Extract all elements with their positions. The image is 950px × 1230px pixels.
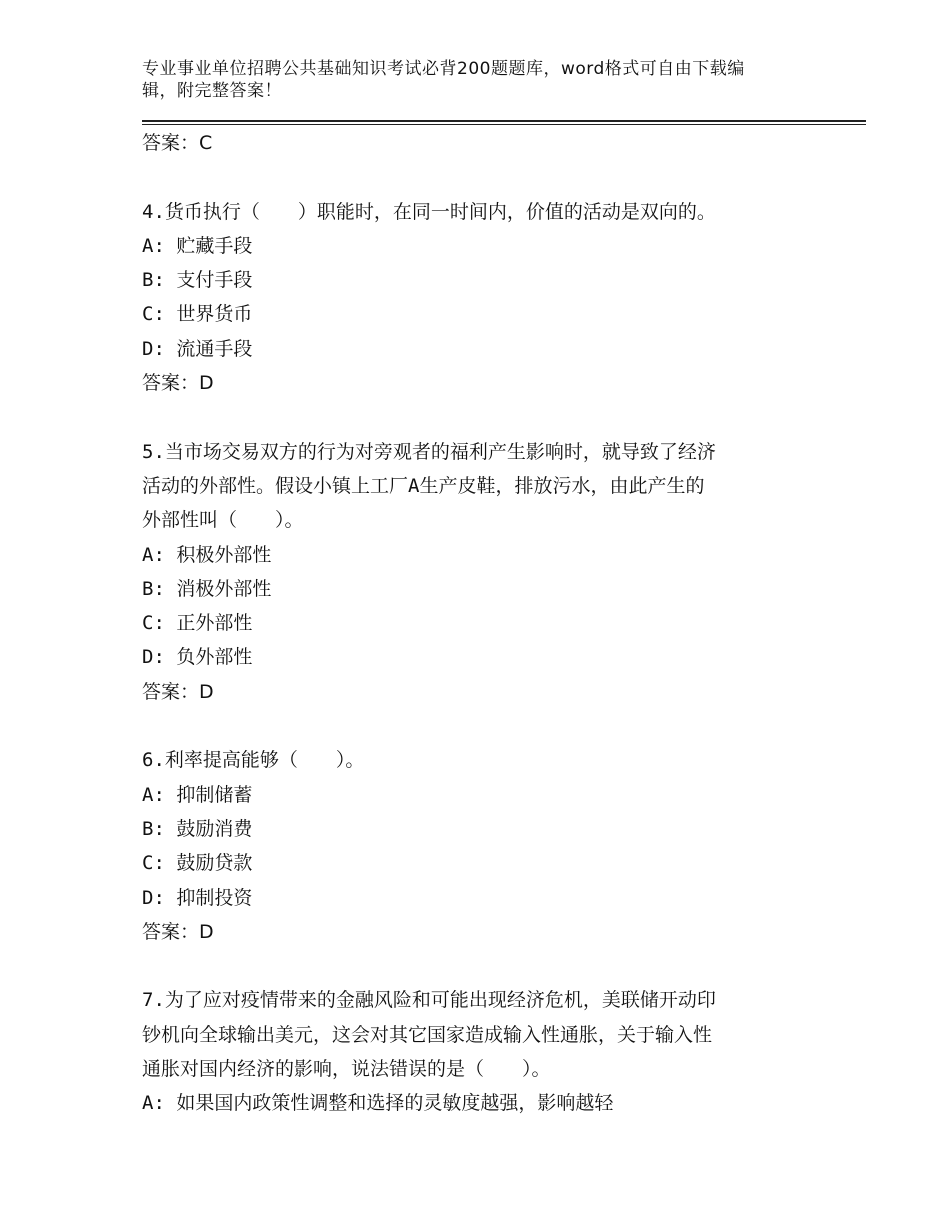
option-a: A: 如果国内政策性调整和选择的灵敏度越强，影响越轻 [142,1092,614,1115]
question-list [142,126,822,1121]
header-line-2: 辑，附完整答案！ [142,81,282,101]
option-d: D: 流通手段 [142,337,253,360]
question-stem: 通胀对国内经济的影响，说法错误的是（ ）。 [142,1058,551,1081]
question-stem: 4.货币执行（ ）职能时，在同一时间内，价值的活动是双向的。 [142,200,716,223]
option-b: B: 支付手段 [142,269,253,292]
question-stem: 外部性叫（ ）。 [142,509,304,532]
option-a: A: 抑制储蓄 [142,783,253,806]
answer: 答案：D [142,920,214,943]
question-7 [142,983,822,1120]
question-stem: 5.当市场交易双方的行为对旁观者的福利产生影响时，就导致了经济 [142,440,716,463]
question-stem: 活动的外部性。假设小镇上工厂A生产皮鞋，排放污水，由此产生的 [142,474,705,497]
option-c: C: 正外部性 [142,612,253,635]
spacer [142,160,822,194]
question-stem: 6.利率提高能够（ ）。 [142,749,365,772]
answer: 答案：D [142,680,214,703]
option-a: A: 积极外部性 [142,543,272,566]
option-d: D: 抑制投资 [142,886,253,909]
option-a: A: 贮藏手段 [142,234,253,257]
spacer [142,949,822,983]
option-d: D: 负外部性 [142,646,253,669]
spacer [142,400,822,434]
question-5 [142,435,822,709]
question-6 [142,743,822,949]
option-b: B: 消极外部性 [142,577,272,600]
option-b: B: 鼓励消费 [142,817,253,840]
question-stem: 钞机向全球输出美元，这会对其它国家造成输入性通胀，关于输入性 [142,1023,713,1046]
header-divider [142,120,866,125]
spacer [142,709,822,743]
document-header [142,58,802,102]
question-stem: 7.为了应对疫情带来的金融风险和可能出现经济危机，美联储开动印 [142,989,716,1012]
previous-answer: 答案：C [142,132,213,154]
question-4 [142,195,822,401]
option-c: C: 鼓励贷款 [142,852,253,875]
option-c: C: 世界货币 [142,303,253,326]
header-line-1: 专业事业单位招聘公共基础知识考试必背200题题库，word格式可自由下载编 [142,59,745,79]
answer: 答案：D [142,372,214,395]
